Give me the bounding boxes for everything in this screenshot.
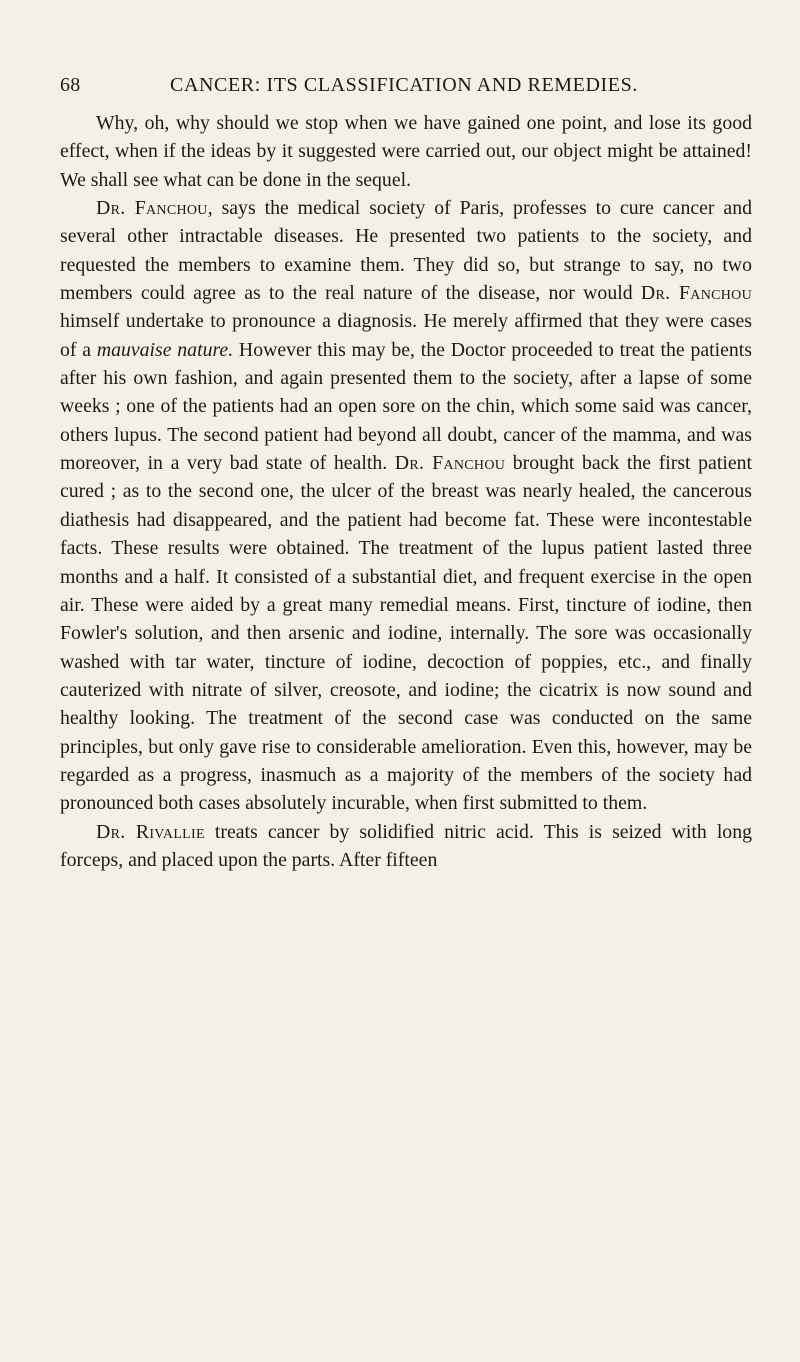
paragraph-2 (60, 194, 752, 818)
italic-phrase: mauvaise nature. (96, 338, 234, 361)
paragraph-text: Why, oh, why should we stop when we have gained one point, and lose its good effect, when if the ideas by it suggested were carried out, our object might be attained! We shall see what can be done in the sequel. (60, 112, 752, 191)
paragraph-3 (60, 818, 752, 875)
author-name: Dr. Rivallie (96, 820, 205, 843)
paragraph-text: treats cancer by solidified nitric acid. This is seized with long forceps, and placed upon the parts. After fifteen (60, 820, 752, 871)
paragraph-text: , says the medical society of Paris, professes to cure cancer and several other intractable diseases. He presented two patients to the society, and requested the members to examine them. They did so, but strange to say, no two members could agree as to the real nature of the disease, nor would (60, 197, 752, 305)
chapter-title: CANCER: ITS CLASSIFICATION AND REMEDIES. (170, 74, 638, 96)
running-head (60, 74, 750, 97)
paragraph-1 (60, 109, 752, 194)
author-name: Dr. Fanchou (640, 282, 752, 305)
page-number: 68 (60, 74, 81, 96)
author-name: Dr. Fanchou (96, 197, 208, 220)
paragraph-text: However this may be, the Doctor proceeded to treat the patients after his own fashion, and again presented them to the society, after a lapse of some weeks ; one of the patients had an open sore on the chin, which some said was cancer, others lupus. The second patient had beyond all doubt, cancer of the mamma, and was moreover, in a very bad state of health. (60, 338, 752, 475)
paragraph-text: brought back the first patient cured ; as to the second one, the ulcer of the breast was nearly healed, the cancerous diathesis had disappeared, and the patient had become fat. These were incontestable facts. These results were obtained. The treatment of the lupus patient lasted three months and a half. It consisted of a substantial diet, and frequent exercise in the open air. These were aided by a great many remedial means. First, tincture of iodine, then Fowler's solution, and then arsenic and iodine, internally. The sore was occasionally washed with tar water, tincture of iodine, decoction of poppies, etc., and finally cauterized with nitrate of silver, creosote, and iodine; the cicatrix is now sound and healthy looking. The treatment of the second case was conducted on the same principles, but only gave rise to considerable amelioration. Even this, however, may be regarded as a progress, inasmuch as a majority of the members of the society had pronounced both cases absolutely incurable, when first submitted to them. (60, 452, 753, 815)
body-text (60, 109, 752, 874)
author-name: Dr. Fanchou (394, 452, 506, 475)
paragraph-text: himself undertake to pronounce a diagnosis. He merely affirmed that they were cases of a (60, 310, 752, 361)
